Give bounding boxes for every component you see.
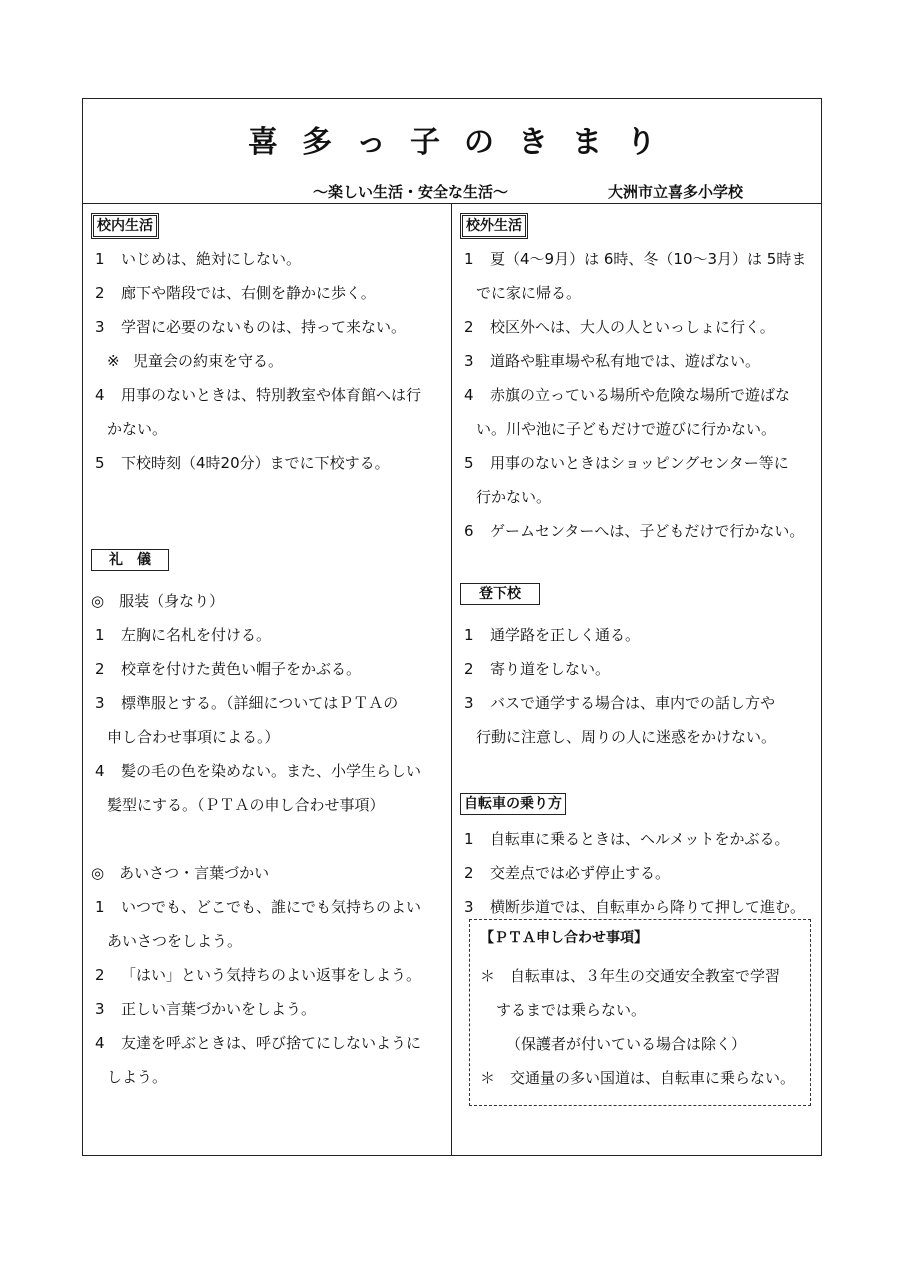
section-heading-bicycle: 自転車の乗り方: [460, 793, 566, 815]
list-item: 3 バスで通学する場合は、車内での話し方や: [464, 694, 776, 712]
list-item-continued: でに家に帰る。: [476, 284, 582, 302]
list-item: 2 寄り道をしない。: [464, 660, 611, 678]
title-char: の: [464, 125, 494, 160]
list-item: 5 下校時刻（4時20分）までに下校する。: [95, 454, 390, 472]
section-heading-manners: 礼 儀: [91, 549, 169, 571]
list-item-note: ※ 児童会の約束を守る。: [107, 352, 284, 370]
subheading-greetings: ◎ あいさつ・言葉づかい: [91, 864, 270, 882]
list-item: 4 赤旗の立っている場所や危険な場所で遊ばな: [464, 386, 791, 404]
column-divider: [451, 203, 452, 1155]
list-item: 3 横断歩道では、自転車から降りて押して進む。: [464, 898, 806, 916]
list-item: 2 校区外へは、大人の人といっしょに行く。: [464, 318, 775, 336]
title-char: り: [626, 125, 656, 160]
subheading-clothing: ◎ 服装（身なり）: [91, 592, 225, 610]
list-item: 1 いつでも、どこでも、誰にでも気持ちのよい: [95, 898, 422, 916]
title-char: 喜: [248, 125, 278, 160]
school-name: 大洲市立喜多小学校: [608, 183, 744, 201]
list-item: 5 用事のないときはショッピングセンター等に: [464, 454, 789, 472]
list-item-continued: 申し合わせ事項による。）: [107, 728, 280, 746]
rules-sheet: [82, 98, 822, 1156]
pta-note: ＊ 自転車は、３年生の交通安全教室で学習: [480, 967, 781, 985]
list-item: 4 髪の毛の色を染めない。また、小学生らしい: [95, 762, 422, 780]
list-item-continued: しよう。: [107, 1068, 168, 1086]
title-char: 多: [302, 125, 332, 160]
title-char: き: [518, 125, 548, 160]
title-char: っ: [356, 125, 386, 160]
list-item: 4 用事のないときは、特別教室や体育館へは行: [95, 386, 422, 404]
list-item: 2 「はい」という気持ちのよい返事をしよう。: [95, 966, 422, 984]
list-item: 1 いじめは、絶対にしない。: [95, 250, 302, 268]
title-char: ま: [572, 125, 602, 160]
page-title: [83, 117, 821, 161]
list-item-continued: かない。: [107, 420, 168, 438]
list-item-continued: 行動に注意し、周りの人に迷惑をかけない。: [476, 728, 777, 746]
list-item: 6 ゲームセンターへは、子どもだけで行かない。: [464, 522, 805, 540]
list-item: 2 校章を付けた黄色い帽子をかぶる。: [95, 660, 362, 678]
pta-agreement-box: [469, 919, 811, 1106]
section-heading-outside-life: 校外生活: [460, 213, 528, 239]
list-item: 3 道路や駐車場や私有地では、遊ばない。: [464, 352, 761, 370]
pta-note-continued: するまでは乗らない。: [496, 1001, 647, 1019]
pta-note: ＊ 交通量の多い国道は、自転車に乗らない。: [480, 1069, 796, 1087]
list-item: 1 左胸に名札を付ける。: [95, 626, 272, 644]
pta-note-continued: （保護者が付いている場合は除く）: [506, 1035, 747, 1053]
list-item: 3 学習に必要のないものは、持って来ない。: [95, 318, 407, 336]
header: [83, 99, 821, 204]
list-item: 3 標準服とする。（詳細についてはＰＴＡの: [95, 694, 399, 712]
list-item: 2 廊下や階段では、右側を静かに歩く。: [95, 284, 376, 302]
list-item-continued: 行かない。: [476, 488, 552, 506]
list-item-continued: い。川や池に子どもだけで遊びに行かない。: [476, 420, 777, 438]
list-item: 3 正しい言葉づかいをしよう。: [95, 1000, 317, 1018]
list-item: 4 友達を呼ぶときは、呼び捨てにしないように: [95, 1034, 422, 1052]
list-item: 1 夏（4～9月）は 6時、冬（10～3月）は 5時ま: [464, 250, 807, 268]
list-item-continued: あいさつをしよう。: [107, 932, 243, 950]
pta-title: 【ＰＴＡ申し合わせ事項】: [480, 930, 648, 946]
list-item: 1 自転車に乗るときは、ヘルメットをかぶる。: [464, 830, 790, 848]
title-char: 子: [410, 125, 440, 160]
subtitle: ～楽しい生活・安全な生活～: [313, 183, 509, 201]
list-item: 1 通学路を正しく通る。: [464, 626, 641, 644]
section-heading-commute: 登下校: [460, 583, 540, 605]
list-item: 2 交差点では必ず停止する。: [464, 864, 671, 882]
list-item-continued: 髪型にする。（ＰＴＡの申し合わせ事項）: [107, 796, 385, 814]
section-heading-school-life: 校内生活: [91, 213, 159, 239]
